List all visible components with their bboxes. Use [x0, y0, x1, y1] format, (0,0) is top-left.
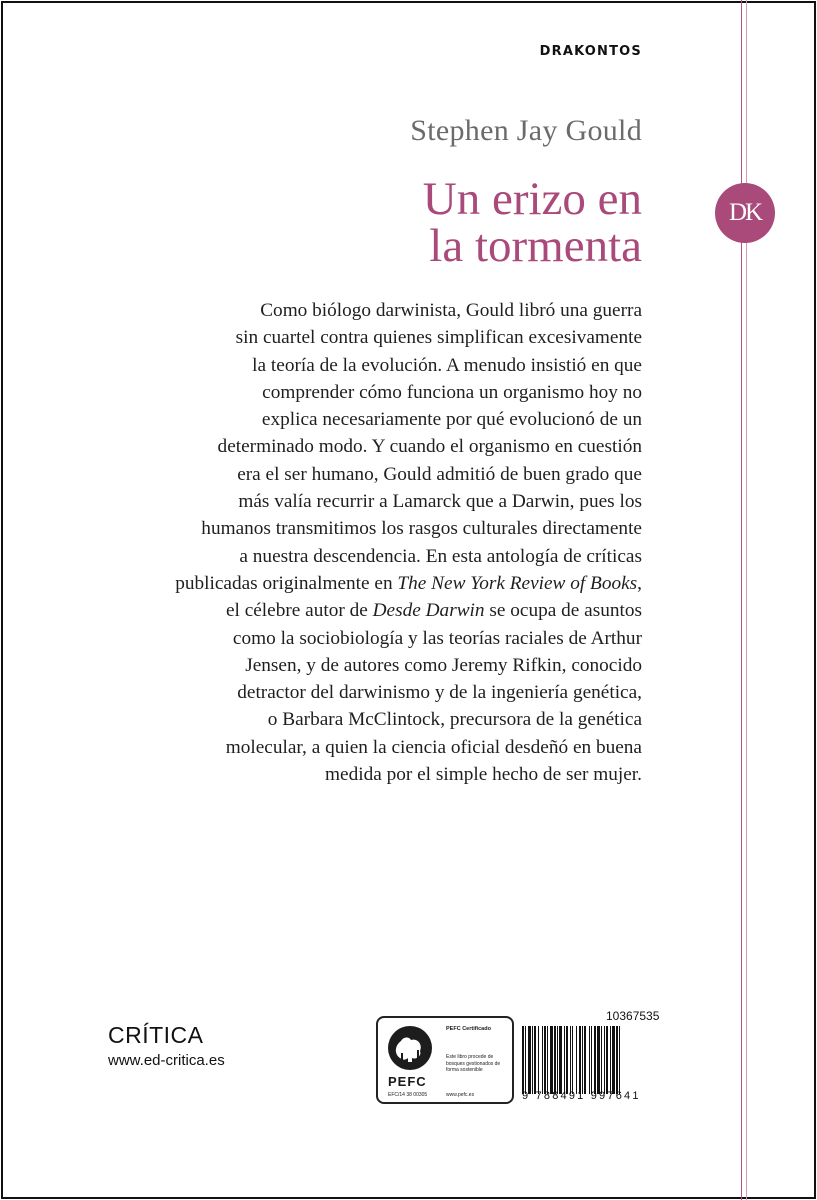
- publisher-website: www.ed-critica.es: [108, 1052, 225, 1069]
- blurb-line: explica necesariamente por qué evolucionó de un: [261, 409, 642, 431]
- pefc-tree-icon: [388, 1026, 432, 1070]
- isbn-barcode: [522, 1026, 656, 1094]
- internal-code: 10367535: [606, 1009, 660, 1023]
- title-line-1: Un erizo en: [422, 173, 642, 225]
- pefc-url: www.pefc.es: [446, 1092, 475, 1098]
- blurb-line: más valía recurrir a Lamarck que a Darwin, pues los: [238, 491, 642, 513]
- dk-logo-badge: DK: [715, 183, 775, 243]
- blurb-line: [150, 597, 642, 624]
- blurb-text: el célebre autor de: [225, 600, 368, 622]
- blurb-line: detractor del darwinismo y de la ingeniería genética,: [237, 682, 642, 704]
- pefc-description: Este libro procede de bosques gestionados de forma sostenible: [446, 1054, 501, 1073]
- author-name: Stephen Jay Gould: [410, 114, 642, 147]
- blurb-line: [150, 570, 642, 597]
- blurb-line: o Barbara McClintock, precursora de la genética: [267, 709, 642, 731]
- blurb-line: humanos transmitimos los rasgos culturales directamente: [201, 518, 642, 540]
- blurb-line: sin cuartel contra quienes simplifican excesivamente: [235, 327, 642, 349]
- blurb-line: como la sociobiología y las teorías raciales de Arthur: [232, 627, 642, 649]
- journal-title: The New York Review of Books: [397, 572, 638, 594]
- blurb-line: determinado modo. Y cuando el organismo en cuestión: [217, 436, 642, 458]
- blurb-line: Como biólogo darwinista, Gould libró una guerra: [260, 300, 642, 321]
- publisher-name: CRÍTICA: [108, 1022, 204, 1048]
- blurb-text: publicadas originalmente en: [175, 572, 393, 594]
- back-cover-blurb: [150, 297, 642, 788]
- pefc-certification-box: [376, 1016, 514, 1104]
- barcode-digits: 9 788491 997641: [522, 1090, 641, 1102]
- pefc-wordmark: PEFC: [388, 1074, 427, 1089]
- blurb-text: ,: [637, 572, 642, 594]
- pefc-code: EFC/14 38 00305: [388, 1092, 428, 1098]
- pefc-certified-label: PEFC Certificado: [446, 1026, 491, 1032]
- spine-line-secondary: [746, 0, 747, 1200]
- blurb-text: se ocupa de asuntos: [489, 600, 642, 622]
- book-reference: Desde Darwin: [372, 600, 485, 622]
- blurb-line: molecular, a quien la ciencia oficial desdeñó en buena: [225, 736, 642, 758]
- blurb-line: Jensen, y de autores como Jeremy Rifkin, conocido: [245, 654, 642, 676]
- blurb-line: comprender cómo funciona un organismo hoy no: [262, 381, 642, 403]
- spine-line: [741, 0, 742, 1200]
- collection-name: DRAKONTOS: [539, 44, 642, 59]
- blurb-line: medida por el simple hecho de ser mujer.: [325, 764, 642, 786]
- blurb-line: era el ser humano, Gould admitió de buen grado que: [237, 463, 642, 485]
- book-title: [422, 173, 642, 272]
- title-line-2: la tormenta: [429, 220, 642, 272]
- blurb-line: a nuestra descendencia. En esta antología de críticas: [239, 545, 642, 567]
- blurb-line: la teoría de la evolución. A menudo insistió en que: [252, 354, 642, 376]
